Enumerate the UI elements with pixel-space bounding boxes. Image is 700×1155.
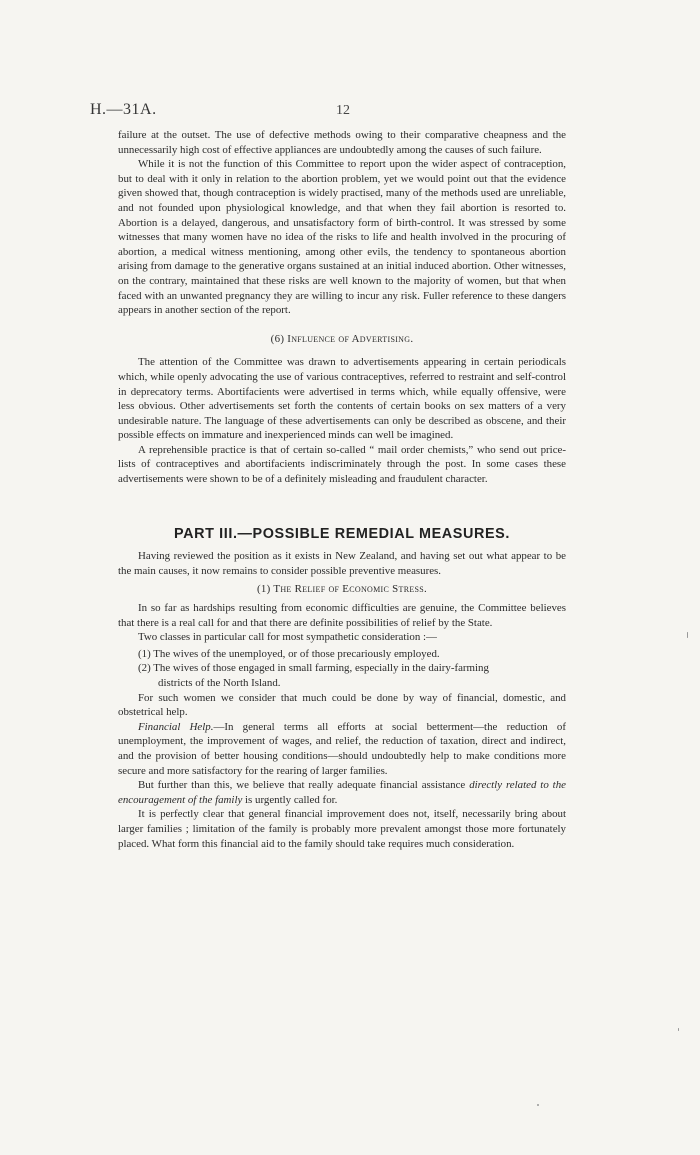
section-heading-economic-stress: (1) The Relief of Economic Stress. (256, 583, 428, 596)
paper-speck (687, 632, 688, 638)
paragraph-further (118, 778, 566, 807)
further-text-a: But further than this, we believe that really adequate financial assistance (138, 779, 470, 792)
part-heading: PART III.—POSSIBLE REMEDIAL MEASURES. (174, 525, 510, 542)
list-item-unemployed: (1) The wives of the unemployed, or of those precariously employed. (138, 647, 440, 660)
paper-speck (537, 1104, 539, 1106)
list-item-small-farming-cont: districts of the North Island. (158, 677, 281, 689)
paragraph-two-classes: Two classes in particular call for most sympathetic consideration :— (138, 631, 437, 644)
further-emphasis: directly related to the encouragement of the family (118, 779, 566, 806)
paragraph-continuation: failure at the outset. The use of defective methods owing to their comparative cheapness and the unnecessarily high cost of effective appliances are undoubtedly among the causes of such failure. (118, 129, 566, 156)
paragraph-such-women: For such women we consider that much could be done by way of financial, domestic, and obstetrical help. (118, 691, 566, 719)
financial-help-label: Financial Help. (138, 720, 214, 733)
document-code: H.—31A. (90, 101, 157, 118)
further-text-b: is urgently called for. (242, 793, 338, 806)
financial-help-text: —In general terms all efforts at social betterment—the reduction of unemployment, the improvement of wages, and relief, the reduction of taxation, direct and indirect, and the provision of better housing conditions—should undoubtedly help to make conditions more secure and more satisfactory for the rearing of larger families. (118, 720, 566, 777)
paragraph-advertisements: The attention of the Committee was drawn to advertisements appearing in certain periodicals which, while openly advocating the use of various contraceptives, referred to restraint and self-control in deprecatory terms. Abortifacients were advertised in terms which, while equally offensive, were less obvious. Other advertisements set forth the contents of certain books on sex matters of a very undesirable nature. The language of these advertisements can only be described as obscene, and their possible effects on immature and inexperienced minds can well be imagined. (118, 356, 566, 442)
paragraph-mail-order: A reprehensible practice is that of certain so-called “ mail order chemists,” who send out price-lists of contraceptives and abortifacients indiscriminately through the post. In some cases these advertisements were shown to be of a definitely misleading and fraudulent character. (118, 443, 566, 486)
paragraph-relief: In so far as hardships resulting from economic difficulties are genuine, the Committee believes that there is a real call for and that there are definite possibilities of relief by the State. (118, 602, 566, 629)
paragraph-contraception: While it is not the function of this Committee to report upon the wider aspect of contraception, but to deal with it only in relation to the abortion problem, yet we would point out that the evidence given showed that, though contraception is widely practised, many of the methods used are unreliable, and not founded upon physiological knowledge, and that when they fail abortion is resorted to. Abortion is a delayed, dangerous, and unsatisfactory form of birth-control. It was stressed by some witnesses that many women have no idea of the risks to life and health involved in the procuring of abortion, a medical witness mentioning, among other evils, the tendency to spontaneous abortion arising from damage to the generative organs sustained at an initial induced abortion. Other witnesses, on the contrary, maintained that these risks are well known to the majority of women, but that when faced with an unwanted pregnancy they are willing to incur any risk. Fuller reference to these dangers appears in another section of the report. (118, 158, 566, 317)
section-heading-advertising: (6) Influence of Advertising. (270, 332, 414, 345)
paper-speck (678, 1028, 679, 1031)
list-item-small-farming: (2) The wives of those engaged in small farming, especially in the dairy-farming (138, 662, 489, 675)
page-number: 12 (336, 103, 350, 118)
paragraph-general-improvement: It is perfectly clear that general financial improvement does not, itself, necessarily bring about larger families ; limitation of the family is probably more prevalent amongst those more fortunately placed. What form this financial aid to the family should take requires much consideration. (118, 808, 566, 850)
paragraph-financial-help (118, 720, 566, 778)
page-body (118, 128, 566, 851)
paragraph-part-intro: Having reviewed the position as it exists in New Zealand, and having set out what appear to be the main causes, it now remains to consider possible preventive measures. (118, 550, 566, 577)
